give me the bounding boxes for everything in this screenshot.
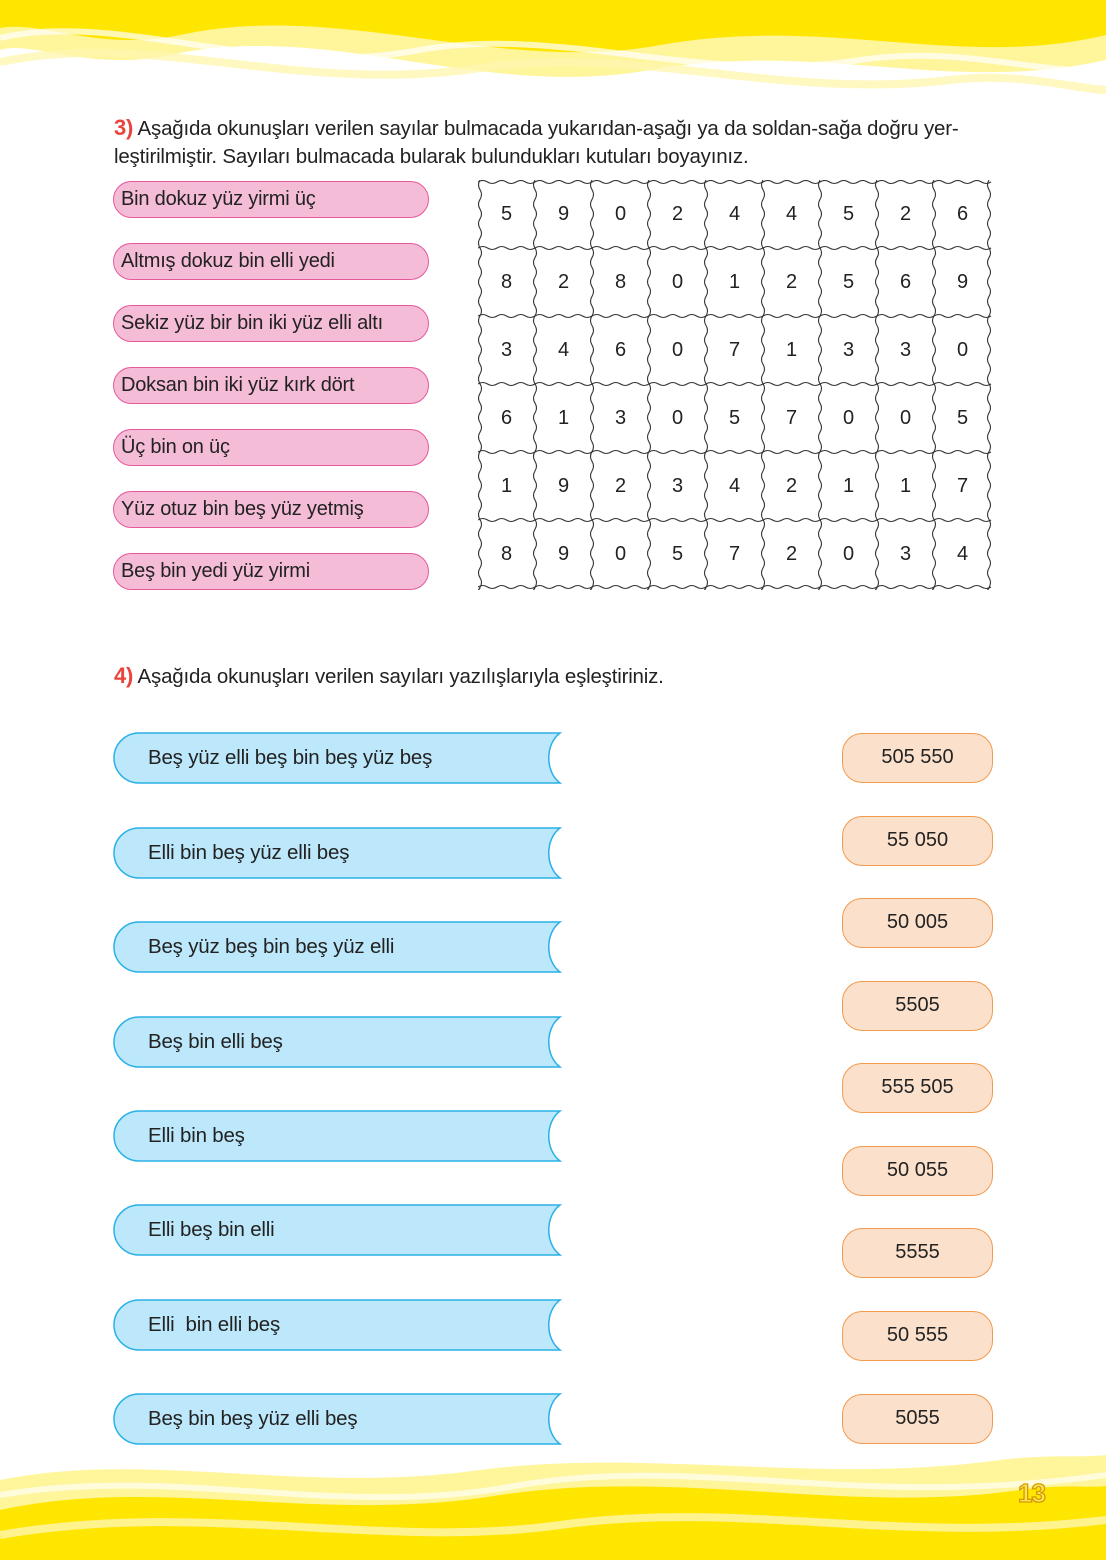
numeral-box-9[interactable]: 5055 bbox=[842, 1394, 993, 1444]
puzzle-cell[interactable]: 0 bbox=[671, 271, 684, 293]
puzzle-cell[interactable]: 0 bbox=[671, 407, 684, 429]
match-reading-2[interactable] bbox=[113, 827, 563, 879]
puzzle-cell[interactable]: 3 bbox=[671, 475, 684, 497]
puzzle-cell[interactable]: 1 bbox=[557, 407, 570, 429]
puzzle-cell[interactable]: 4 bbox=[728, 475, 741, 497]
puzzle-cell[interactable]: 8 bbox=[500, 543, 513, 565]
reading-box-4: Doksan bin iki yüz kırk dört bbox=[113, 367, 429, 404]
puzzle-cell[interactable]: 5 bbox=[956, 407, 969, 429]
puzzle-cell[interactable]: 4 bbox=[956, 543, 969, 565]
number-puzzle-grid bbox=[478, 180, 992, 590]
puzzle-cell[interactable]: 3 bbox=[614, 407, 627, 429]
bottom-wave-decoration bbox=[0, 1440, 1106, 1560]
match-reading-label: Beş yüz elli beş bin beş yüz beş bbox=[148, 746, 433, 769]
puzzle-cell[interactable]: 6 bbox=[500, 407, 513, 429]
puzzle-cell[interactable]: 3 bbox=[842, 339, 855, 361]
match-reading-label: Beş bin beş yüz elli beş bbox=[148, 1407, 358, 1430]
numeral-box-7[interactable]: 5555 bbox=[842, 1228, 993, 1278]
puzzle-cell[interactable]: 0 bbox=[842, 407, 855, 429]
match-reading-7[interactable] bbox=[113, 1299, 563, 1351]
match-reading-label: Beş yüz beş bin beş yüz elli bbox=[148, 935, 395, 958]
puzzle-cell[interactable]: 6 bbox=[614, 339, 627, 361]
top-wave-decoration bbox=[0, 0, 1106, 110]
question-4-line: Aşağıda okunuşları verilen sayıları yazılışlarıyla eşleştiriniz. bbox=[137, 665, 664, 688]
numeral-box-2[interactable]: 55 050 bbox=[842, 816, 993, 866]
puzzle-cell[interactable]: 0 bbox=[899, 407, 912, 429]
reading-box-5: Üç bin on üç bbox=[113, 429, 429, 466]
numeral-box-3[interactable]: 50 005 bbox=[842, 898, 993, 948]
puzzle-cell[interactable]: 0 bbox=[614, 203, 627, 225]
question-3-number: 3) bbox=[114, 115, 134, 140]
match-reading-label: Elli bin beş yüz elli beş bbox=[148, 841, 350, 864]
question-3-text bbox=[114, 112, 958, 144]
question-3-line-2: leştirilmiştir. Sayıları bulmacada bularak bulundukları kutuları boyayınız. bbox=[114, 145, 749, 168]
question-4-text bbox=[114, 660, 664, 692]
numeral-box-8[interactable]: 50 555 bbox=[842, 1311, 993, 1361]
puzzle-cell[interactable]: 1 bbox=[728, 271, 741, 293]
puzzle-cell[interactable]: 9 bbox=[557, 203, 570, 225]
match-reading-label: Beş bin elli beş bbox=[148, 1030, 283, 1053]
puzzle-cell[interactable]: 5 bbox=[842, 203, 855, 225]
puzzle-cell[interactable]: 2 bbox=[557, 271, 570, 293]
match-reading-5[interactable] bbox=[113, 1110, 563, 1162]
puzzle-cell[interactable]: 2 bbox=[785, 475, 798, 497]
page-number: 13 bbox=[1018, 1478, 1045, 1508]
puzzle-cell[interactable]: 9 bbox=[557, 475, 570, 497]
match-reading-4[interactable] bbox=[113, 1016, 563, 1068]
question-3-text-line-2 bbox=[114, 141, 748, 172]
puzzle-cell[interactable]: 4 bbox=[728, 203, 741, 225]
puzzle-cell[interactable]: 1 bbox=[500, 475, 513, 497]
puzzle-cell[interactable]: 5 bbox=[728, 407, 741, 429]
puzzle-cell[interactable]: 2 bbox=[785, 271, 798, 293]
puzzle-cell[interactable]: 5 bbox=[671, 543, 684, 565]
reading-box-7: Beş bin yedi yüz yirmi bbox=[113, 553, 429, 590]
numeral-box-4[interactable]: 5505 bbox=[842, 981, 993, 1031]
puzzle-cell[interactable]: 7 bbox=[785, 407, 798, 429]
match-reading-label: Elli beş bin elli bbox=[148, 1218, 275, 1241]
puzzle-cell[interactable]: 1 bbox=[899, 475, 912, 497]
match-reading-label: Elli bin elli beş bbox=[148, 1313, 280, 1336]
puzzle-cell[interactable]: 5 bbox=[842, 271, 855, 293]
puzzle-cell[interactable]: 0 bbox=[614, 543, 627, 565]
match-reading-6[interactable] bbox=[113, 1204, 563, 1256]
puzzle-cell[interactable]: 4 bbox=[557, 339, 570, 361]
question-4-number: 4) bbox=[114, 663, 134, 688]
puzzle-cell[interactable]: 4 bbox=[785, 203, 798, 225]
puzzle-cell[interactable]: 3 bbox=[899, 543, 912, 565]
puzzle-cell[interactable]: 7 bbox=[728, 543, 741, 565]
puzzle-cell[interactable]: 5 bbox=[500, 203, 513, 225]
question-3-line-1: Aşağıda okunuşları verilen sayılar bulmacada yukarıdan-aşağı ya da soldan-sağa doğru yer- bbox=[137, 117, 959, 140]
reading-box-1: Bin dokuz yüz yirmi üç bbox=[113, 181, 429, 218]
puzzle-cell[interactable]: 8 bbox=[500, 271, 513, 293]
match-reading-3[interactable] bbox=[113, 921, 563, 973]
reading-box-2: Altmış dokuz bin elli yedi bbox=[113, 243, 429, 280]
numeral-box-1[interactable]: 505 550 bbox=[842, 733, 993, 783]
puzzle-cell[interactable]: 9 bbox=[557, 543, 570, 565]
puzzle-cell[interactable]: 6 bbox=[899, 271, 912, 293]
puzzle-cell[interactable]: 2 bbox=[671, 203, 684, 225]
puzzle-cell[interactable]: 3 bbox=[500, 339, 513, 361]
match-reading-label: Elli bin beş bbox=[148, 1124, 245, 1147]
puzzle-cell[interactable]: 2 bbox=[614, 475, 627, 497]
reading-box-6: Yüz otuz bin beş yüz yetmiş bbox=[113, 491, 429, 528]
puzzle-cell[interactable]: 1 bbox=[842, 475, 855, 497]
puzzle-cell[interactable]: 1 bbox=[785, 339, 798, 361]
numeral-box-5[interactable]: 555 505 bbox=[842, 1063, 993, 1113]
puzzle-cell[interactable]: 0 bbox=[956, 339, 969, 361]
puzzle-cell[interactable]: 3 bbox=[899, 339, 912, 361]
puzzle-cell[interactable]: 7 bbox=[956, 475, 969, 497]
puzzle-cell[interactable]: 2 bbox=[899, 203, 912, 225]
puzzle-cell[interactable]: 2 bbox=[785, 543, 798, 565]
puzzle-cell[interactable]: 0 bbox=[671, 339, 684, 361]
puzzle-cell[interactable]: 9 bbox=[956, 271, 969, 293]
puzzle-cell[interactable]: 7 bbox=[728, 339, 741, 361]
match-reading-1[interactable] bbox=[113, 732, 563, 784]
puzzle-cell[interactable]: 6 bbox=[956, 203, 969, 225]
reading-box-3: Sekiz yüz bir bin iki yüz elli altı bbox=[113, 305, 429, 342]
puzzle-cell[interactable]: 0 bbox=[842, 543, 855, 565]
numeral-box-6[interactable]: 50 055 bbox=[842, 1146, 993, 1196]
puzzle-cell[interactable]: 8 bbox=[614, 271, 627, 293]
match-reading-8[interactable] bbox=[113, 1393, 563, 1445]
